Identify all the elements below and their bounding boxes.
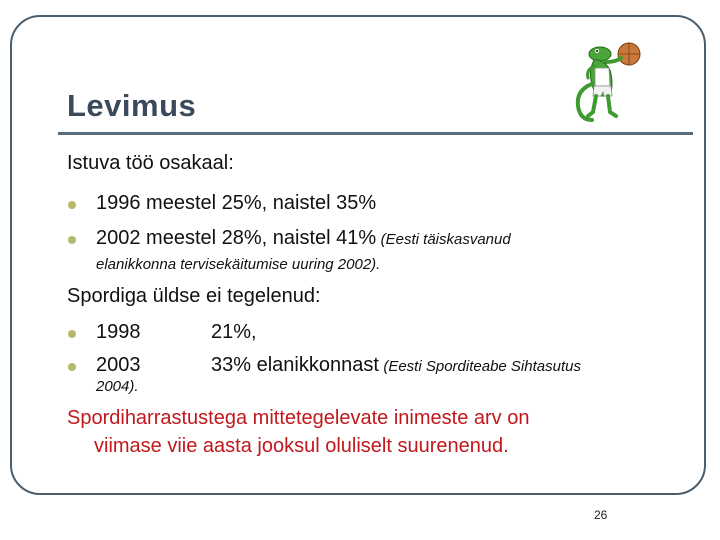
section1-item2-source-cont: elanikkonna tervisekäitumise uuring 2002). [96, 256, 381, 273]
conclusion-line1: Spordiharrastustega mittetegelevate inimeste arv on [67, 407, 530, 429]
section2-item1-value: 21%, [211, 321, 257, 343]
section1-item2 [96, 227, 511, 250]
section2-item2-year: 2003 [96, 354, 141, 376]
page-number: 26 [594, 508, 608, 522]
conclusion-line2: viimase viie aasta jooksul oluliselt suurenenud. [94, 435, 509, 457]
title-underline [58, 132, 693, 135]
section1-item2-text: 2002 meestel 28%, naistel 41% [96, 227, 377, 249]
bullet-icon [68, 201, 76, 209]
bullet-icon [68, 330, 76, 338]
section2-item1-year: 1998 [96, 321, 141, 343]
lizard-basketball-mascot-icon [566, 40, 646, 126]
section1-item2-source: (Eesti täiskasvanud [380, 231, 511, 248]
section2-item2 [211, 354, 581, 377]
section1-item1: 1996 meestel 25%, naistel 35% [96, 192, 377, 214]
slide-title: Levimus [67, 88, 197, 123]
section2-item2-source: (Eesti Sporditeabe Sihtasutus [383, 358, 581, 375]
bullet-icon [68, 363, 76, 371]
section1-heading: Istuva töö osakaal: [67, 152, 234, 174]
bullet-icon [68, 236, 76, 244]
section2-heading: Spordiga üldse ei tegelenud: [67, 285, 321, 307]
section2-item2-value: 33% elanikkonnast [211, 354, 379, 376]
section2-item2-source-cont: 2004). [96, 378, 139, 395]
